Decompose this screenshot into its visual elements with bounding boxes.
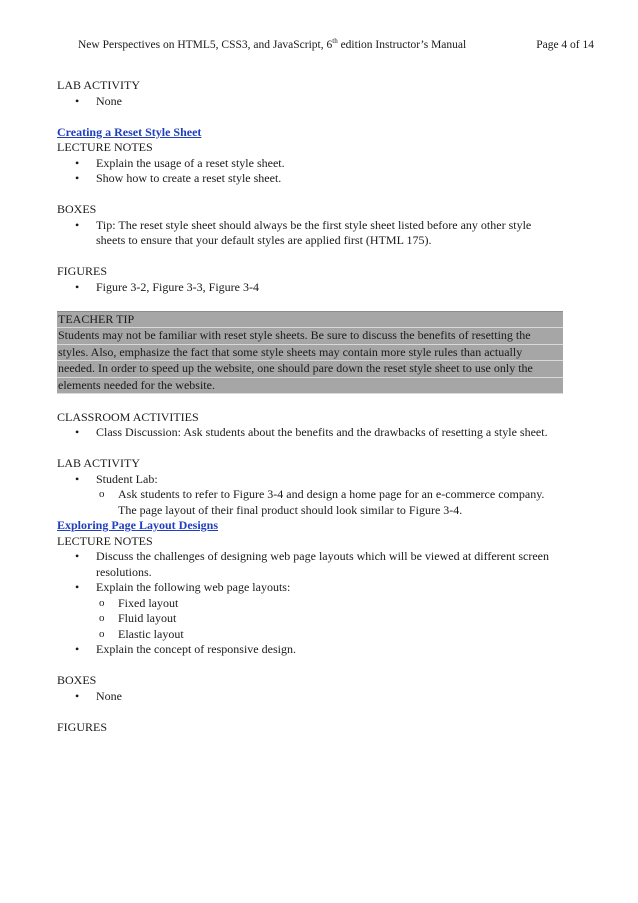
boxes-heading: BOXES bbox=[57, 673, 97, 687]
list-item: • Explain the concept of responsive design. bbox=[57, 642, 563, 658]
lab-sublist bbox=[57, 487, 563, 518]
list-item: • Show how to create a reset style sheet. bbox=[57, 171, 563, 187]
lecture-notes-list bbox=[57, 156, 563, 187]
sublist-item: o Fixed layout bbox=[57, 596, 563, 612]
list-item: • None bbox=[57, 689, 563, 705]
page-content bbox=[57, 78, 563, 735]
figures-heading: FIGURES bbox=[57, 264, 108, 278]
figures-list bbox=[57, 280, 563, 296]
sublist-item: o Elastic layout bbox=[57, 627, 563, 643]
classroom-activities-heading: CLASSROOM ACTIVITIES bbox=[57, 409, 199, 424]
list-item: • Explain the following web page layouts: o Fixed layout o Fluid layout o Elastic layout bbox=[57, 580, 563, 642]
list-item: • Figure 3-2, Figure 3-3, Figure 3-4 bbox=[57, 280, 563, 296]
teacher-tip-line: needed. In order to speed up the website, one should pare down the reset style sheet to use only the bbox=[57, 361, 563, 378]
lecture-notes-heading: LECTURE NOTES bbox=[57, 533, 153, 548]
boxes-list bbox=[57, 689, 563, 705]
layouts-sublist bbox=[57, 596, 563, 643]
teacher-tip-box bbox=[57, 311, 563, 395]
teacher-tip-heading: TEACHER TIP bbox=[57, 312, 563, 329]
section-title-reset-style-sheet[interactable]: Creating a Reset Style Sheet bbox=[57, 124, 202, 139]
sublist-item: o Fluid layout bbox=[57, 611, 563, 627]
lab-activity-list bbox=[57, 94, 563, 110]
list-item: • Tip: The reset style sheet should always be the first style sheet listed before any other style sheets to ensure that your default styles are applied first (HTML 175). bbox=[57, 218, 563, 249]
teacher-tip-line: Students may not be familiar with reset style sheets. Be sure to discuss the benefits of resetting the bbox=[57, 328, 563, 345]
classroom-activities-list bbox=[57, 425, 563, 441]
teacher-tip-line: elements needed for the website. bbox=[57, 378, 563, 395]
lab-activity-heading: LAB ACTIVITY bbox=[57, 456, 140, 470]
lecture-notes-heading: LECTURE NOTES bbox=[57, 140, 153, 154]
page-number: Page 4 of 14 bbox=[536, 39, 594, 51]
lab-activity-heading: LAB ACTIVITY bbox=[57, 78, 140, 92]
list-item: • Student Lab: o Ask students to refer to Figure 3-4 and design a home page for an e-commerce company. The page layout of their final product should look similar to Figure 3-4. bbox=[57, 472, 563, 519]
boxes-list bbox=[57, 218, 563, 249]
section-title-page-layout-designs[interactable]: Exploring Page Layout Designs bbox=[57, 518, 219, 532]
lab-activity-list bbox=[57, 472, 563, 519]
page-header bbox=[78, 38, 594, 54]
list-item: • Class Discussion: Ask students about the benefits and the drawbacks of resetting a style sheet. bbox=[57, 425, 563, 441]
figures-heading: FIGURES bbox=[57, 719, 108, 734]
list-item: • Discuss the challenges of designing web page layouts which will be viewed at different screen resolutions. bbox=[57, 549, 563, 580]
teacher-tip-line: styles. Also, emphasize the fact that some style sheets may contain more style rules than actually bbox=[57, 345, 563, 362]
list-item: • None bbox=[57, 94, 563, 110]
lecture-notes-list bbox=[57, 549, 563, 658]
list-item: • Explain the usage of a reset style sheet. bbox=[57, 156, 563, 172]
sublist-item: o Ask students to refer to Figure 3-4 and design a home page for an e-commerce company. The page layout of their final product should look similar to Figure 3-4. bbox=[57, 487, 563, 518]
manual-title: New Perspectives on HTML5, CSS3, and JavaScript, 6th edition Instructor’s Manual bbox=[78, 37, 467, 51]
boxes-heading: BOXES bbox=[57, 202, 97, 216]
